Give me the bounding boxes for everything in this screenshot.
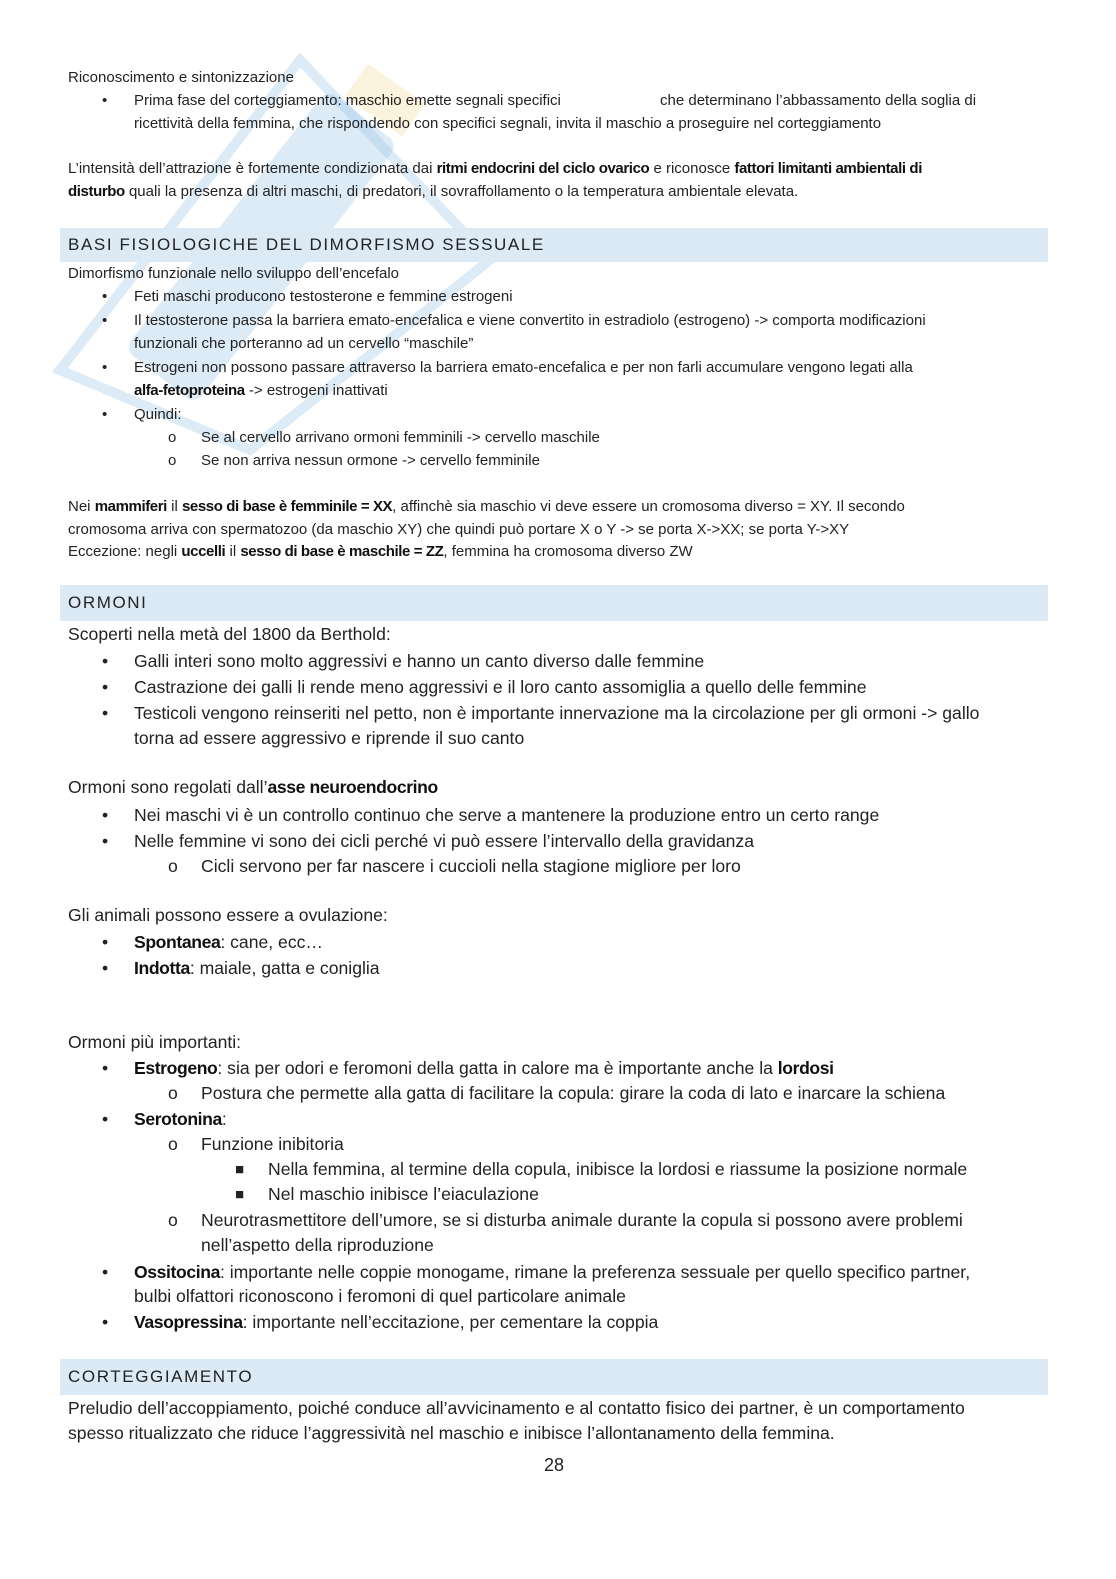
bullet-dot: • <box>102 651 109 671</box>
bullet-dot: • <box>102 831 109 851</box>
bullet-dot: • <box>102 805 109 825</box>
basi-bullet: funzionali che porteranno ad un cervello “maschile” <box>134 335 474 352</box>
ormone-item: Vasopressina: importante nell’eccitazione, per cementare la coppia <box>134 1312 659 1332</box>
bullet-dot: • <box>102 406 108 423</box>
ormoni-bullet: Castrazione dei galli li rende meno aggressivi e il loro canto assomiglia a quello delle femmine <box>134 677 867 697</box>
ormoni-asse-bullet: Nelle femmine vi sono dei cicli perché vi può essere l’intervallo della gravidanza <box>134 831 754 851</box>
ormone-item: bulbi olfattori riconoscono i feromoni di quel particolare animale <box>134 1286 626 1306</box>
ormone-item: Ossitocina: importante nelle coppie monogame, rimane la preferenza sessuale per quello specifico partner, <box>134 1262 971 1282</box>
ormoni-bullet: Testicoli vengono reinseriti nel petto, non è importante innervazione ma la circolazione per gli ormoni -> gallo <box>134 703 980 723</box>
bullet-dot: • <box>102 359 108 376</box>
ormoni-intro: Scoperti nella metà del 1800 da Berthold: <box>68 624 391 644</box>
basi-paragraph: cromosoma arriva con spermatozoo (da maschio XY) che quindi può portare X o Y -> se porta X->XX; se porta Y->XY <box>68 521 850 538</box>
sub-bullet-circle: o <box>168 1210 178 1230</box>
section-header-basi: BASI FISIOLOGICHE DEL DIMORFISMO SESSUALE <box>60 228 1048 262</box>
ormoni-asse-bullet: Nei maschi vi è un controllo continuo che serve a mantenere la produzione entro un certo range <box>134 805 880 825</box>
bullet-dot: • <box>102 1262 109 1282</box>
ormoni-ovulazione: Gli animali possono essere a ovulazione: <box>68 905 388 925</box>
ovulazione-item: Spontanea: cane, ecc… <box>134 932 324 952</box>
basi-bullet: Estrogeni non possono passare attraverso la barriera emato-encefalica e per non farli accumulare vengono legati alla <box>134 359 913 376</box>
basi-sub-bullet: Se non arriva nessun ormone -> cervello femminile <box>201 452 540 469</box>
bullet-dot: • <box>102 1312 109 1332</box>
basi-bullet: Feti maschi producono testosterone e femmine estrogeni <box>134 288 513 305</box>
sub-bullet-circle: o <box>168 452 177 469</box>
basi-sub-bullet: Se al cervello arrivano ormoni femminili -> cervello maschile <box>201 429 600 446</box>
sub-bullet-circle: o <box>168 856 178 876</box>
ormone-subsub: Nel maschio inibisce l’eiaculazione <box>268 1184 539 1204</box>
ormone-item: Estrogeno: sia per odori e feromoni della gatta in calore ma è importante anche la lordosi <box>134 1058 834 1078</box>
ormoni-bullet: torna ad essere aggressivo e riprende il suo canto <box>134 728 525 748</box>
basi-bullet: Il testosterone passa la barriera emato-encefalica e viene convertito in estradiolo (estrogeno) -> comporta modificazioni <box>134 312 926 329</box>
sub-bullet-square: ■ <box>235 1161 245 1178</box>
corteggiamento-text: Preludio dell’accoppiamento, poiché conduce all’avvicinamento e al contatto fisico dei partner, è un comportamento <box>68 1398 965 1418</box>
sub-bullet-circle: o <box>168 1134 178 1154</box>
basi-bullet: Quindi: <box>134 406 182 423</box>
bullet-dot: • <box>102 677 109 697</box>
basi-intro: Dimorfismo funzionale nello sviluppo dell’encefalo <box>68 265 400 282</box>
basi-paragraph: Nei mammiferi il sesso di base è femminile = XX, affinchè sia maschio vi deve essere un cromosoma diverso = XY. Il secondo <box>68 498 905 515</box>
sub-bullet-circle: o <box>168 429 177 446</box>
bullet-dot: • <box>102 932 109 952</box>
ormone-sub: Neurotrasmettitore dell’umore, se si disturba animale durante la copula si possono avere problemi <box>201 1210 963 1230</box>
sub-bullet-square: ■ <box>235 1186 245 1203</box>
intro-bullet-line: ricettività della femmina, che rispondendo con specifici segnali, invita il maschio a proseguire nel corteggiamento <box>134 115 882 132</box>
bullet-dot: • <box>102 1058 109 1078</box>
ormone-sub: nell’aspetto della riproduzione <box>201 1235 434 1255</box>
ormone-item: Serotonina: <box>134 1109 227 1129</box>
ovulazione-item: Indotta: maiale, gatta e coniglia <box>134 958 380 978</box>
ormoni-bullet: Galli interi sono molto aggressivi e hanno un canto diverso dalle femmine <box>134 651 705 671</box>
bullet-dot: • <box>102 92 108 109</box>
ormoni-asse-sub: Cicli servono per far nascere i cuccioli nella stagione migliore per loro <box>201 856 741 876</box>
bullet-dot: • <box>102 703 109 723</box>
intro-label: Riconoscimento e sintonizzazione <box>68 69 294 86</box>
page-number: 28 <box>543 1455 565 1475</box>
ormoni-importanti: Ormoni più importanti: <box>68 1032 242 1052</box>
basi-bullet: alfa-fetoproteina -> estrogeni inattivati <box>134 382 388 399</box>
intro-paragraph-cont: disturbo quali la presenza di altri maschi, di predatori, il sovraffollamento o la temperatura ambientale elevata. <box>68 183 799 200</box>
intro-paragraph: L’intensità dell’attrazione è fortemente condizionata dai ritmi endocrini del ciclo ovarico e riconosce fattori limitanti ambientali di <box>68 160 922 177</box>
bullet-dot: • <box>102 312 108 329</box>
ormoni-asse: Ormoni sono regolati dall’asse neuroendocrino <box>68 777 438 797</box>
intro-bullet-line: Prima fase del corteggiamento: maschio emette segnali specifici <box>134 92 561 109</box>
bullet-dot: • <box>102 958 109 978</box>
bullet-dot: • <box>102 288 108 305</box>
section-header-corteggiamento: CORTEGGIAMENTO <box>60 1359 1048 1395</box>
bullet-dot: • <box>102 1109 109 1129</box>
ormone-subsub: Nella femmina, al termine della copula, inibisce la lordosi e riassume la posizione normale <box>268 1159 968 1179</box>
basi-paragraph: Eccezione: negli uccelli il sesso di base è maschile = ZZ, femmina ha cromosoma diverso ZW <box>68 543 693 560</box>
section-header-ormoni: ORMONI <box>60 585 1048 621</box>
ormone-sub: Postura che permette alla gatta di facilitare la copula: girare la coda di lato e inarcare la schiena <box>201 1083 946 1103</box>
sub-bullet-circle: o <box>168 1083 178 1103</box>
ormone-sub: Funzione inibitoria <box>201 1134 344 1154</box>
intro-bullet-line: che determinano l’abbassamento della soglia di <box>660 92 977 109</box>
corteggiamento-text: spesso ritualizzato che riduce l’aggressività nel maschio e inibisce l’allontanamento della femmina. <box>68 1423 835 1443</box>
